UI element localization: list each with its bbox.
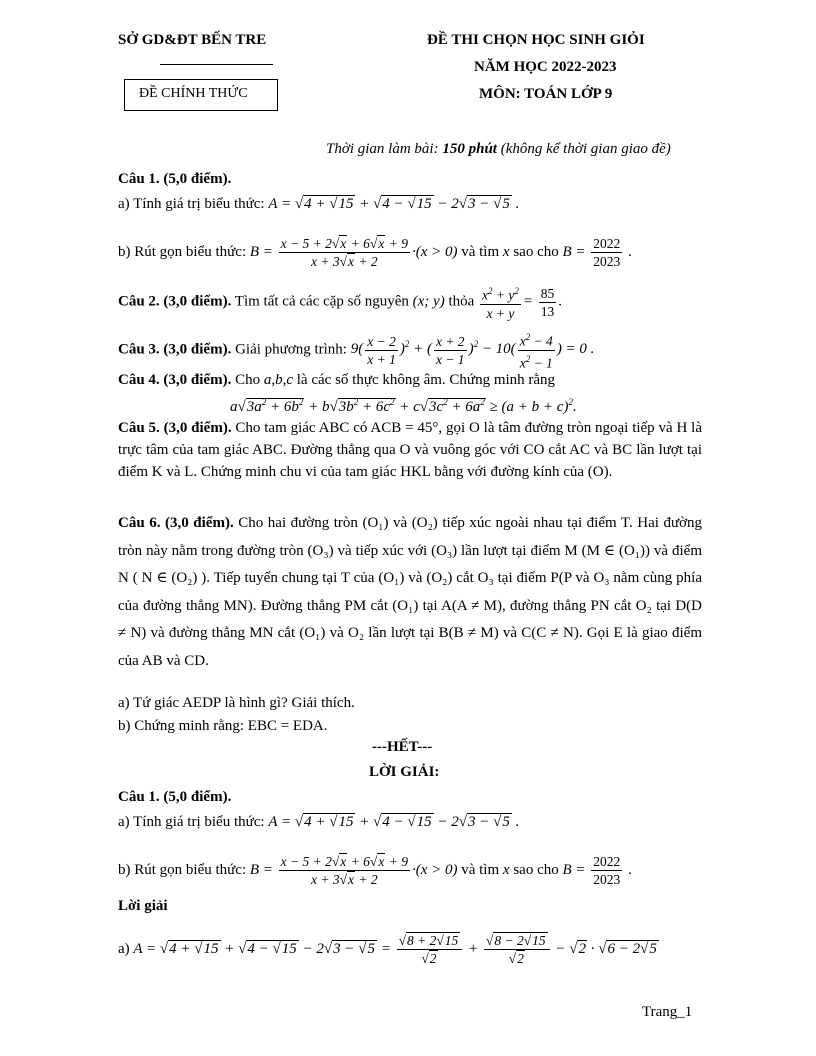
q1-a-text: a) Tính giá trị biểu thức:	[118, 196, 269, 212]
page-footer: Trang_1	[642, 1004, 693, 1020]
sol-b-text: b) Rút gọn biểu thức:	[118, 861, 250, 878]
q3-text: Giải phương trình:	[231, 341, 351, 358]
q4: Câu 4. (3,0 điểm). Cho a,b,c là các số thực không âm. Chứng minh rằng	[118, 372, 556, 388]
q1-b-mid: và tìm	[457, 243, 503, 260]
end-marker: ---HẾT---	[372, 739, 433, 755]
q5-title: Câu 5. (3,0 điểm).	[118, 420, 232, 436]
official-label: ĐỀ CHÍNH THỨC	[139, 86, 248, 101]
q5	[118, 417, 702, 483]
time-info	[326, 141, 671, 158]
q1-a-formula: A = √4 + √15 + √4 − √15 − 2√3 − √5 .	[268, 196, 520, 212]
dept-name: SỞ GD&ĐT BẾN TRE	[118, 32, 267, 48]
sol-a-work	[118, 933, 659, 966]
q1-title: Câu 1. (5,0 điểm).	[118, 171, 232, 187]
sol-a-prefix: a)	[118, 940, 134, 957]
q6-text: Cho hai đường tròn (O₁) và (O₂) tiếp xúc ngoài nhau tại điểm T. Hai đường tròn này nằm trong đường tròn (O₃) và tiếp xúc với (O₃) lần lượt tại điểm M (M ∈ (O₁)) và điểm N ( N ∈ (O₂) ). Tiếp tuyến chung tại T của (O₁) và (O₂) cắt O₃ tại điểm P(P và O₃ nằm cùng phía của đường thẳng MN). Đường thẳng PM cắt (O₁) tại A(A ≠ M), đường thẳng PN cắt O₂ tại D(D ≠ N) và đường thẳng MN cắt (O₁) và O₂ lần lượt tại B(B ≠ M) và C(C ≠ N). Gọi E là giao điểm của AB và CD.	[118, 515, 703, 669]
q1-b: b) Rút gọn biểu thức: B = $\frac{x - 5 + 2√x + 6√x + 9}{x + 3√x + 2}$ ·(x > 0) và tìm x sao cho B = $\frac{2022}{2023}$ .	[118, 236, 632, 269]
q6-a: a) Tứ giác AEDP là hình gì? Giải thích.	[118, 695, 355, 711]
q4-title: Câu 4. (3,0 điểm).	[118, 372, 232, 388]
q6-title: Câu 6. (3,0 điểm).	[118, 515, 234, 531]
sol-a-formula: A = √4 + √15 + √4 − √15 − 2√3 − √5 .	[268, 814, 520, 830]
q2-text2: thỏa	[444, 293, 479, 310]
sol-b-mid: và tìm	[457, 861, 503, 878]
exam-title: ĐỀ THI CHỌN HỌC SINH GIỎI	[427, 32, 645, 48]
q5-text: Cho tam giác ABC có ACB = 45°, gọi O là tâm đường tròn ngoại tiếp và H là trực tâm của tam giác ABC. Đường thẳng qua O và vuông góc với CO cắt AC và BC lần lượt tại điểm K và L. Chứng minh chu vi của tam giác HKL bằng với đường kính của (O).	[118, 420, 703, 480]
q4-text: Cho	[231, 372, 264, 388]
q2-text: Tìm tất cả các cặp số nguyên	[231, 293, 413, 310]
subject-label: MÔN: TOÁN LỚP 9	[479, 86, 613, 102]
sol-a-text: a) Tính giá trị biểu thức:	[118, 814, 269, 830]
q4-formula: $a√3a^2 + 6b^2 + b√3b^2 + 6c^2 + c√3c^2 + 6a^2 \ge (a + b + c)^2$.	[230, 397, 577, 415]
sol-a-work-formula: A = √4 + √15 + √4 − √15 − 2√3 − √5 = $\frac{√8 + 2√15}{√2}$ + $\frac{√8 - 2√15}{√2}$ − √2 · √6 − 2√5	[133, 933, 657, 966]
q3	[118, 330, 594, 370]
exam-year: NĂM HỌC 2022-2023	[474, 59, 617, 75]
q2-title: Câu 2. (3,0 điểm).	[118, 293, 232, 310]
q1-b-text: b) Rút gọn biểu thức:	[118, 243, 250, 260]
q1-b-formula: B = $\frac{x - 5 + 2√x + 6√x + 9}{x + 3√x + 2}$ ·(x > 0)	[249, 236, 458, 269]
sol-q1-b: b) Rút gọn biểu thức: B = $\frac{x - 5 + 2√x + 6√x + 9}{x + 3√x + 2}$ ·(x > 0) và tìm x sao cho B = $\frac{2022}{2023}$ .	[118, 854, 632, 887]
q6	[118, 510, 702, 675]
loi-giai-label: Lời giải	[118, 898, 168, 914]
q1-a	[118, 195, 519, 213]
q3-title: Câu 3. (3,0 điểm).	[118, 341, 232, 358]
q6-b: b) Chứng minh rằng: EBC = EDA.	[118, 718, 328, 734]
q3-formula: 9( $\frac{x - 2}{x + 1}$ )$^2$ + ( $\frac{x + 2}{x - 1}$ )$^2$ − 10( $\frac{x^2 - 4}{x^2 - 1}$ ) = 0 .	[350, 332, 595, 370]
header-underline	[160, 64, 273, 65]
q4-text2: là các số thực không âm. Chứng minh rằng	[293, 372, 556, 388]
sol-b-formula: B = $\frac{x - 5 + 2√x + 6√x + 9}{x + 3√x + 2}$ ·(x > 0)	[249, 854, 458, 887]
time-suffix: (không kể thời gian giao đề)	[496, 141, 671, 157]
solution-title: LỜI GIẢI:	[369, 764, 440, 780]
sol-q1-a	[118, 813, 519, 831]
time-prefix: Thời gian làm bài:	[326, 141, 443, 157]
q1-b-mid2: sao cho	[509, 243, 563, 260]
sol-q1-title: Câu 1. (5,0 điểm).	[118, 789, 232, 805]
time-value: 150 phút	[442, 141, 497, 157]
sol-b-mid2: sao cho	[509, 861, 563, 878]
q2: Câu 2. (3,0 điểm). Tìm tất cả các cặp số nguyên (x; y) thỏa $\frac{x^2 + y^2}{x + y}$ = $\frac{85}{13}$ .	[118, 285, 563, 321]
